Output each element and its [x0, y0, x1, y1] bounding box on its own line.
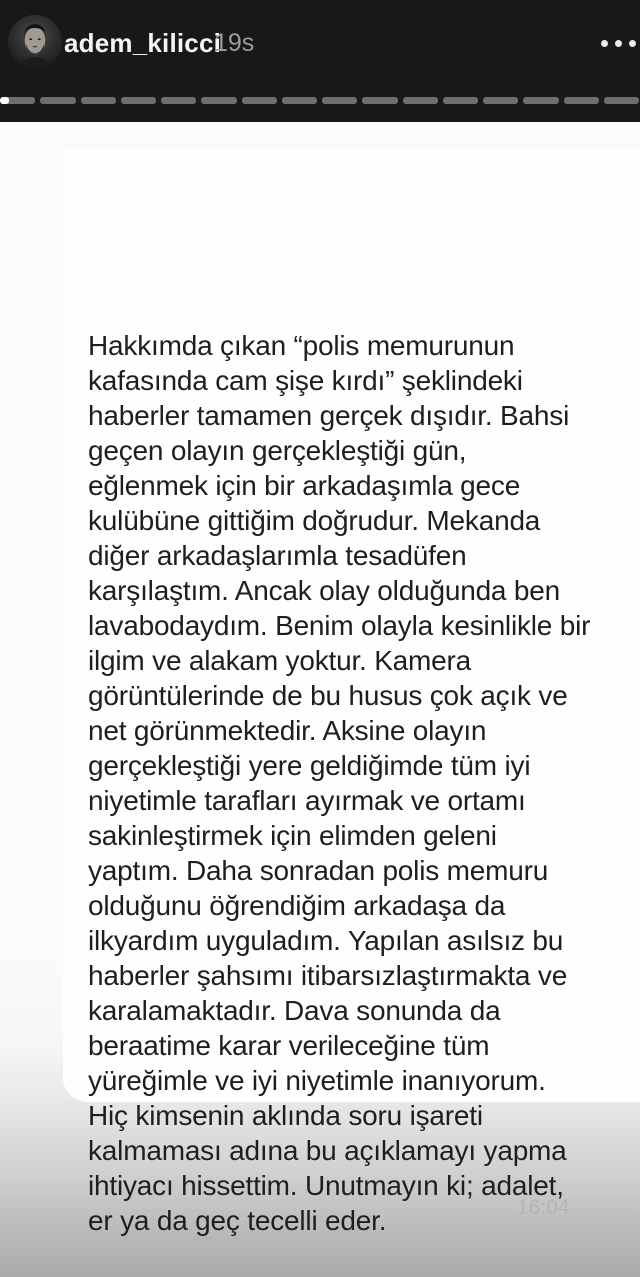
message-line: kafasında cam şişe kırdı” şeklindeki [88, 365, 523, 396]
message-line: ilkyardım uyguladım. Yapılan asılsız bu [88, 925, 564, 956]
message-line: Hiç kimsenin aklında soru işareti [88, 1100, 483, 1131]
message-sent-time: 16:04 [517, 1196, 570, 1219]
progress-segment [443, 97, 478, 104]
progress-segment-fill [0, 97, 9, 104]
username[interactable]: adem_kilicci [64, 28, 222, 58]
progress-segment [0, 97, 35, 104]
message-line: beraatime karar verileceğine tüm [88, 1030, 490, 1061]
message-line: haberler tamamen gerçek dışıdır. Bahsi [88, 400, 570, 431]
progress-segment [121, 97, 156, 104]
message-line: görüntülerinde de bu husus çok açık ve [88, 680, 568, 711]
story-progress-bar [0, 97, 639, 104]
message-text [88, 328, 590, 1238]
more-options-icon [615, 40, 622, 47]
progress-segment [282, 97, 317, 104]
progress-segment [201, 97, 236, 104]
story-time-ago: 19s [214, 29, 255, 57]
message-line: niyetimle tarafları ayırmak ve ortamı [88, 785, 526, 816]
progress-segment [523, 97, 558, 104]
message-line: geçen olayın gerçekleştiği gün, [88, 435, 467, 466]
message-line: karalamaktadır. Dava sonunda da [88, 995, 501, 1026]
more-options-icon [629, 40, 636, 47]
message-line: eğlenmek için bir arkadaşımla gece [88, 470, 521, 501]
progress-segment [161, 97, 196, 104]
message-line: Hakkımda çıkan “polis memurunun [88, 330, 515, 361]
avatar-portrait-icon [8, 15, 62, 69]
message-line: olduğunu öğrendiğim arkadaşa da [88, 890, 506, 921]
message-line: er ya da geç tecelli eder. [88, 1205, 387, 1236]
progress-segment [564, 97, 599, 104]
message-line: kulübüne gittiğim doğrudur. Mekanda [88, 505, 541, 536]
more-options-button[interactable] [592, 30, 638, 56]
progress-segment [403, 97, 438, 104]
message-line: karşılaştım. Ancak olay olduğunda ben [88, 575, 561, 606]
progress-segment [483, 97, 518, 104]
story-content[interactable] [0, 122, 640, 1277]
progress-segment [40, 97, 75, 104]
story-header [0, 0, 640, 122]
avatar[interactable] [8, 15, 62, 69]
more-options-icon [601, 40, 608, 47]
message-line: ilgim ve alakam yoktur. Kamera [88, 645, 472, 676]
progress-segment [604, 97, 639, 104]
progress-segment [322, 97, 357, 104]
message-line: net görünmektedir. Aksine olayın [88, 715, 487, 746]
message-line: yüreğimle ve iyi niyetimle inanıyorum. [88, 1065, 546, 1096]
progress-segment [81, 97, 116, 104]
progress-segment [362, 97, 397, 104]
message-line: kalmaması adına bu açıklamayı yapma [88, 1135, 567, 1166]
message-line: ihtiyacı hissettim. Unutmayın ki; adalet, [88, 1170, 564, 1201]
message-line: lavabodaydım. Benim olayla kesinlikle bir [88, 610, 591, 641]
progress-segment [242, 97, 277, 104]
message-line: haberler şahsımı itibarsızlaştırmakta ve [88, 960, 568, 991]
message-line: sakinleştirmek için elimden geleni [88, 820, 497, 851]
message-line: diğer arkadaşlarımla tesadüfen [88, 540, 467, 571]
message-line: yaptım. Daha sonradan polis memuru [88, 855, 549, 886]
message-line: gerçekleştiği yere geldiğimde tüm iyi [88, 750, 531, 781]
